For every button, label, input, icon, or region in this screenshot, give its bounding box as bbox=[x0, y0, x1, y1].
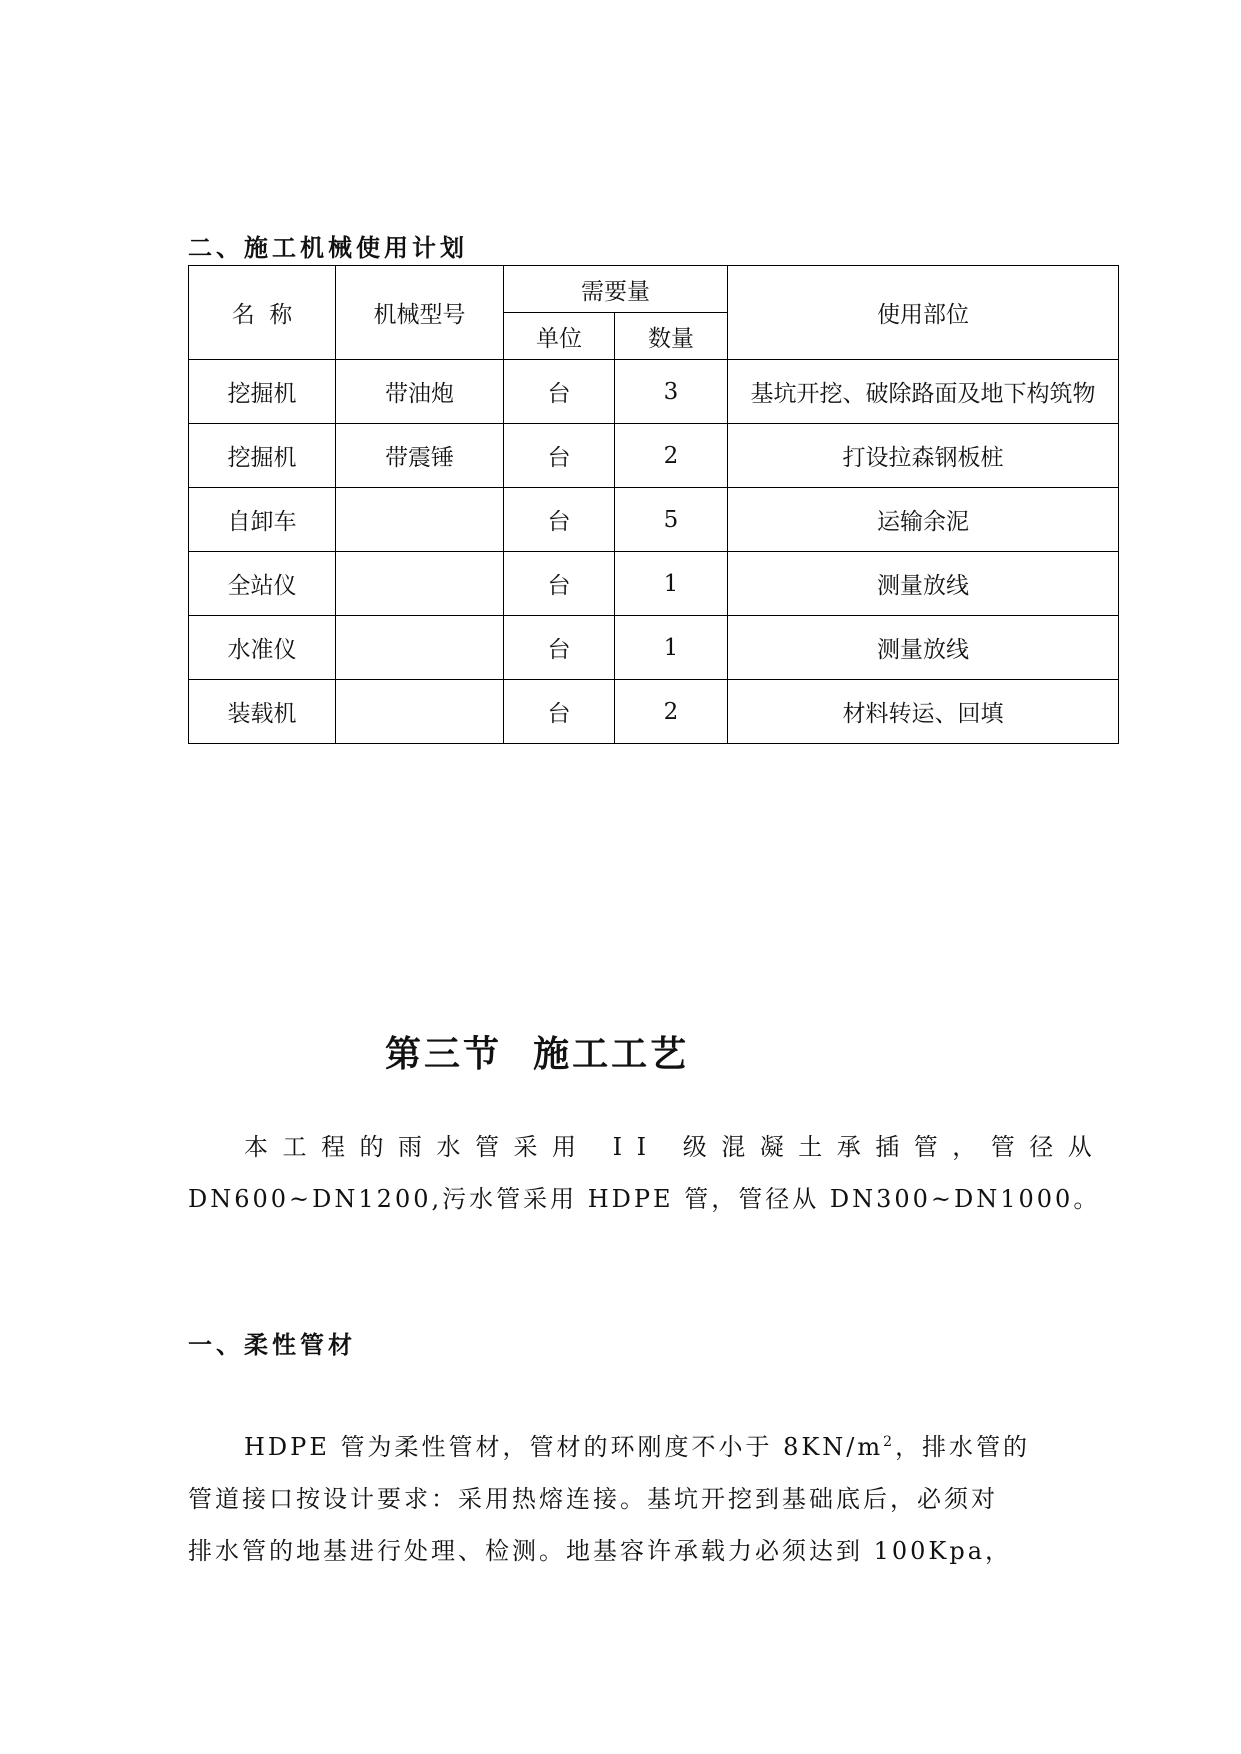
cell-usage: 运输余泥 bbox=[728, 488, 1119, 552]
cell-unit: 台 bbox=[504, 424, 615, 488]
cell-name: 全站仪 bbox=[189, 552, 336, 616]
cell-usage: 测量放线 bbox=[728, 552, 1119, 616]
cell-quantity: 5 bbox=[615, 488, 728, 552]
cell-usage: 测量放线 bbox=[728, 616, 1119, 680]
hdpe-line-1-tail: ，排水管的 bbox=[895, 1433, 1031, 1461]
cell-unit: 台 bbox=[504, 488, 615, 552]
header-quantity: 数量 bbox=[615, 313, 728, 360]
cell-quantity: 1 bbox=[615, 616, 728, 680]
table-row bbox=[189, 424, 1119, 488]
cell-model bbox=[336, 680, 504, 744]
cell-usage: 材料转运、回填 bbox=[728, 680, 1119, 744]
table-row bbox=[189, 488, 1119, 552]
cell-quantity: 3 bbox=[615, 360, 728, 424]
hdpe-line-1 bbox=[188, 1421, 1038, 1473]
cell-quantity: 1 bbox=[615, 552, 728, 616]
cell-unit: 台 bbox=[504, 616, 615, 680]
cell-unit: 台 bbox=[504, 552, 615, 616]
section-heading-flexible-pipe: 一、柔性管材 bbox=[188, 1331, 356, 1359]
table-row bbox=[189, 616, 1119, 680]
hdpe-line-1-text: HDPE 管为柔性管材，管材的环刚度不小于 8KN/m bbox=[244, 1433, 884, 1461]
cell-name: 装载机 bbox=[189, 680, 336, 744]
cell-name: 挖掘机 bbox=[189, 360, 336, 424]
table-row bbox=[189, 680, 1119, 744]
table-header-row bbox=[189, 266, 1119, 313]
chapter-title: 第三节 施工工艺 bbox=[385, 1033, 690, 1075]
table-row bbox=[189, 552, 1119, 616]
header-usage: 使用部位 bbox=[728, 266, 1119, 360]
cell-usage: 基坑开挖、破除路面及地下构筑物 bbox=[728, 360, 1119, 424]
cell-unit: 台 bbox=[504, 680, 615, 744]
cell-model bbox=[336, 488, 504, 552]
hdpe-line-3: 排水管的地基进行处理、检测。地基容许承载力必须达到 100Kpa， bbox=[188, 1537, 1013, 1565]
cell-model bbox=[336, 552, 504, 616]
cell-name: 自卸车 bbox=[189, 488, 336, 552]
table-row bbox=[189, 360, 1119, 424]
cell-model bbox=[336, 616, 504, 680]
intro-line-1: 本工程的雨水管采用 II 级混凝土承插管，管径从 bbox=[244, 1133, 1107, 1161]
cell-quantity: 2 bbox=[615, 424, 728, 488]
hdpe-line-2: 管道接口按设计要求：采用热熔连接。基坑开挖到基础底后，必须对 bbox=[188, 1485, 998, 1513]
machinery-plan-table bbox=[188, 265, 1119, 744]
header-unit: 单位 bbox=[504, 313, 615, 360]
cell-quantity: 2 bbox=[615, 680, 728, 744]
intro-line-2: DN600~DN1200,污水管采用 HDPE 管，管径从 DN300~DN1000。 bbox=[188, 1185, 1101, 1213]
intro-paragraph bbox=[188, 1121, 1107, 1225]
cell-name: 水准仪 bbox=[189, 616, 336, 680]
cell-unit: 台 bbox=[504, 360, 615, 424]
cell-model: 带油炮 bbox=[336, 360, 504, 424]
section-heading-machinery-plan: 二、施工机械使用计划 bbox=[188, 234, 468, 262]
cell-usage: 打设拉森钢板桩 bbox=[728, 424, 1119, 488]
hdpe-paragraph bbox=[188, 1421, 1038, 1577]
cell-name: 挖掘机 bbox=[189, 424, 336, 488]
header-model: 机械型号 bbox=[336, 266, 504, 360]
header-demand: 需要量 bbox=[504, 266, 728, 313]
unit-exponent: 2 bbox=[883, 1434, 896, 1450]
cell-model: 带震锤 bbox=[336, 424, 504, 488]
header-name: 名 称 bbox=[189, 266, 336, 360]
